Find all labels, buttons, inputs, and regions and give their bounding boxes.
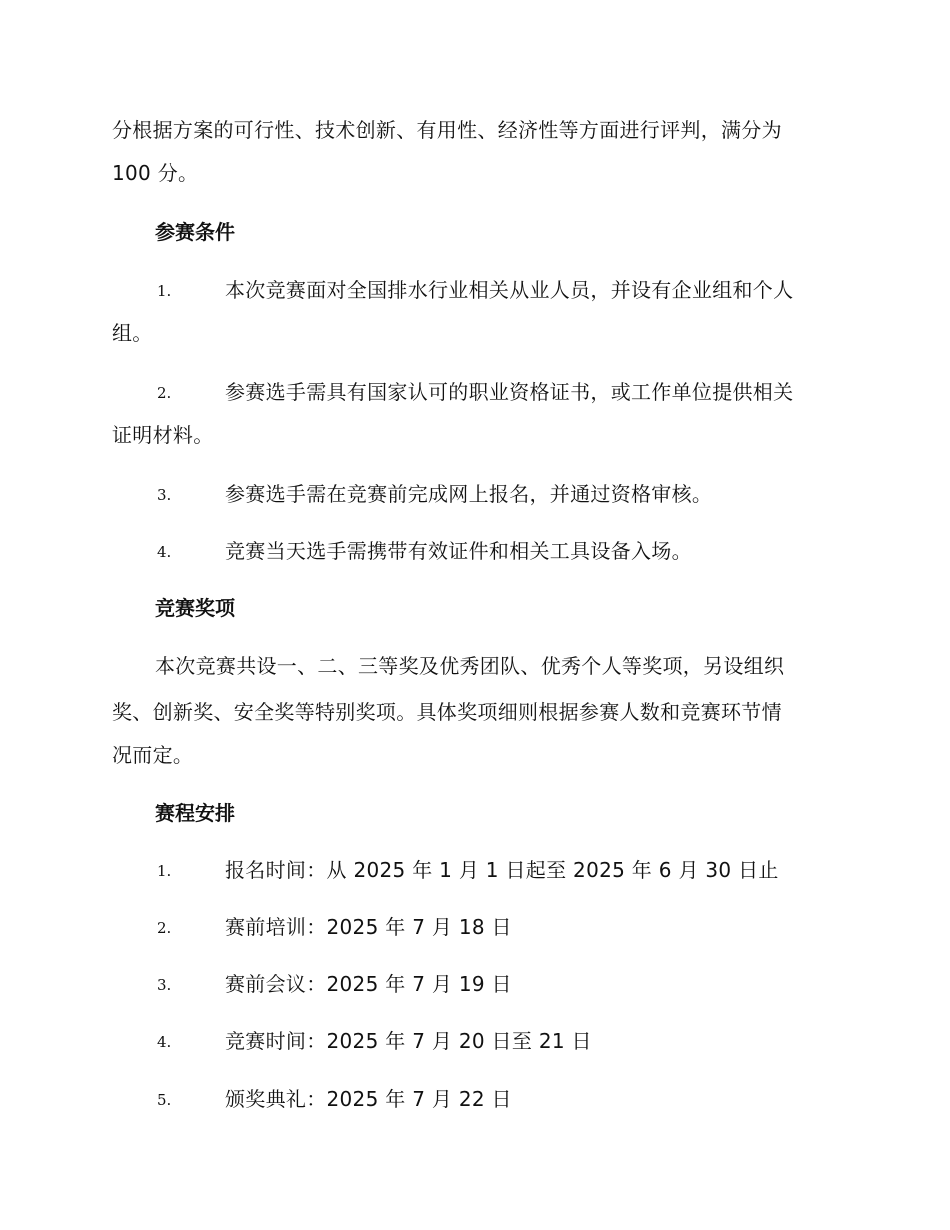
intro-line-1: 分根据方案的可行性、技术创新、有用性、经济性等方面进行评判，满分为 [112, 118, 782, 142]
intro-line-2: 100 分。 [112, 161, 199, 185]
list-number: 1. [157, 862, 172, 880]
list-number: 4. [157, 1033, 172, 1051]
section-heading-schedule: 赛程安排 [155, 801, 235, 825]
list-item [112, 913, 836, 941]
list-item [112, 480, 836, 508]
list-number: 2. [157, 384, 172, 402]
list-item-continuation: 证明材料。 [112, 423, 214, 447]
list-item [112, 856, 836, 884]
list-text: 参赛选手需具有国家认可的职业资格证书，或工作单位提供相关 [225, 380, 794, 404]
list-text: 竞赛当天选手需携带有效证件和相关工具设备入场。 [225, 539, 692, 563]
awards-paragraph-line-1: 本次竞赛共设一、二、三等奖及优秀团队、优秀个人等奖项，另设组织 [155, 654, 785, 678]
list-number: 5. [157, 1091, 172, 1109]
list-item [112, 276, 836, 304]
list-item [112, 1085, 836, 1113]
awards-paragraph-line-2: 奖、创新奖、安全奖等特别奖项。具体奖项细则根据参赛人数和竞赛环节情 [112, 700, 782, 724]
list-text: 参赛选手需在竞赛前完成网上报名，并通过资格审核。 [225, 482, 713, 506]
list-item [112, 537, 836, 565]
list-text: 赛前会议：2025 年 7 月 19 日 [225, 972, 512, 996]
section-heading-conditions: 参赛条件 [155, 220, 235, 244]
list-text: 报名时间：从 2025 年 1 月 1 日起至 2025 年 6 月 30 日止 [225, 858, 779, 882]
list-item [112, 970, 836, 998]
list-text: 本次竞赛面对全国排水行业相关从业人员，并设有企业组和个人 [225, 278, 794, 302]
list-number: 1. [157, 282, 172, 300]
list-item [112, 1027, 836, 1055]
list-item-continuation: 组。 [112, 321, 153, 345]
list-number: 3. [157, 976, 172, 994]
list-text: 赛前培训：2025 年 7 月 18 日 [225, 915, 512, 939]
list-number: 2. [157, 919, 172, 937]
awards-paragraph-line-3: 况而定。 [112, 743, 194, 767]
list-number: 4. [157, 543, 172, 561]
section-heading-awards: 竞赛奖项 [155, 596, 235, 620]
list-number: 3. [157, 486, 172, 504]
list-text: 颁奖典礼：2025 年 7 月 22 日 [225, 1087, 512, 1111]
list-item [112, 378, 836, 406]
list-text: 竞赛时间：2025 年 7 月 20 日至 21 日 [225, 1029, 592, 1053]
